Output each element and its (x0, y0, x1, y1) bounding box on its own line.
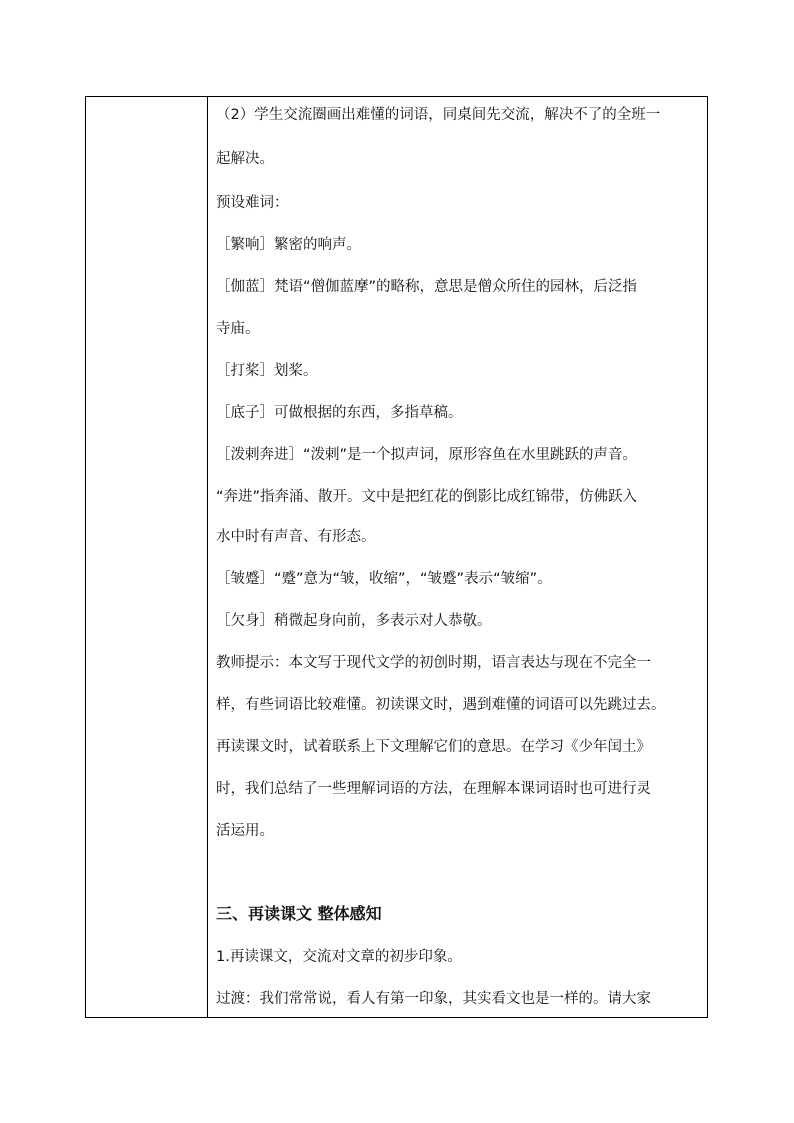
text-line: （2）学生交流圈画出难懂的词语，同桌间先交流，解决不了的全班一 (216, 107, 661, 123)
text-line: 1.再读课文，交流对文章的初步印象。 (216, 949, 462, 965)
text-line: ［繁响］繁密的响声。 (216, 237, 361, 253)
label-column-cell (86, 97, 208, 1017)
text-line: 时，我们总结了一些理解词语的方法，在理解本课词语时也可进行灵 (216, 781, 651, 797)
text-line: ［伽蓝］梵语“僧伽蓝摩”的略称，意思是僧众所住的园林，后泛指 (216, 279, 638, 295)
text-line: 预设难词： (216, 195, 289, 211)
text-line: ［泼剌奔进］“泼剌”是一个拟声词，原形容鱼在水里跳跃的声音。 (216, 447, 638, 463)
content-column-cell (208, 97, 707, 1017)
section-heading: 三、再读课文 整体感知 (216, 904, 382, 923)
text-line: ［欠身］稍微起身向前，多表示对人恭敬。 (216, 613, 492, 629)
text-line: 再读课文时，试着联系上下文理解它们的意思。在学习《少年闰土》 (216, 739, 651, 755)
text-line: ［打桨］划桨。 (216, 363, 318, 379)
text-line: 样，有些词语比较难懂。初读课文时，遇到难懂的词语可以先跳过去。 (216, 697, 666, 713)
text-line: 活运用。 (216, 823, 274, 839)
text-line: 水中时有声音、有形态。 (216, 529, 376, 545)
text-line: 教师提示：本文写于现代文学的初创时期，语言表达与现在不完全一 (216, 655, 651, 671)
text-line: 起解决。 (216, 151, 274, 167)
text-line: ［底子］可做根据的东西，多指草稿。 (216, 405, 463, 421)
text-line: ［皱蹙］“蹙”意为“皱，收缩”，“皱蹙”表示“皱缩”。 (216, 571, 552, 587)
text-line: 过渡：我们常常说，看人有第一印象，其实看文也是一样的。请大家 (216, 991, 651, 1007)
text-line: “奔进”指奔涌、散开。文中是把红花的倒影比成红锦带，仿佛跃入 (216, 489, 638, 505)
lesson-table (85, 96, 708, 1018)
text-line: 寺庙。 (216, 321, 260, 337)
